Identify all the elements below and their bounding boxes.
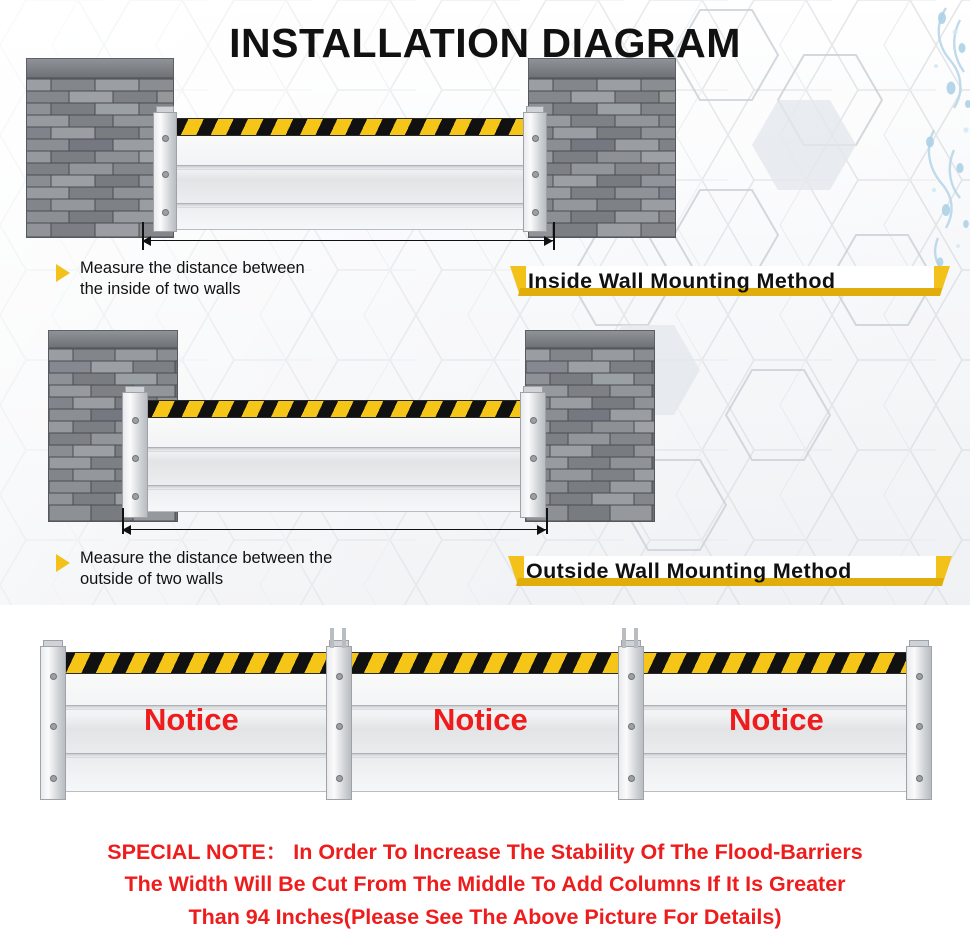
flood-barrier-outside <box>112 378 552 523</box>
special-note <box>0 836 970 933</box>
callout-line-1: Measure the distance between <box>80 259 305 277</box>
barrier-post-end-right <box>906 646 932 800</box>
dimension-arrow-left-2 <box>122 525 131 535</box>
dimension-arrow-right-2 <box>537 525 546 535</box>
notice-label-3: Notice <box>729 702 824 737</box>
hazard-stripe-long <box>60 652 918 674</box>
post-bracket-1b <box>342 628 346 648</box>
hazard-stripe <box>173 118 527 136</box>
special-note-line-1: SPECIAL NOTE： In Order To Increase The Stability Of The Flood-Barriers <box>107 840 863 864</box>
page-title: INSTALLATION DIAGRAM <box>229 20 741 66</box>
banner-label: Inside Wall Mounting Method <box>528 268 836 293</box>
special-note-line-2: The Width Will Be Cut From The Middle To Add Columns If It Is Greater <box>124 872 846 897</box>
dimension-arrow-right-1 <box>544 236 553 246</box>
callout-line-1: Measure the distance between the <box>80 549 333 567</box>
dimension-line-2 <box>122 529 546 530</box>
notice-label-1: Notice <box>144 702 239 737</box>
dimension-arrow-left-1 <box>142 236 151 246</box>
callout-outside-measure <box>56 548 476 590</box>
callout-text <box>80 258 305 300</box>
special-note-line-3: Than 94 Inches(Please See The Above Picture For Details) <box>188 904 782 929</box>
dimension-tick-right-2 <box>546 508 548 534</box>
callout-line-2: outside of two walls <box>80 570 224 589</box>
dimension-line-1 <box>142 240 553 241</box>
barrier-post-left <box>122 392 148 518</box>
flood-barrier-inside <box>145 100 555 235</box>
barrier-post-right <box>523 112 547 232</box>
callout-inside-measure <box>56 258 456 300</box>
barrier-post-middle-1 <box>326 646 352 800</box>
hazard-stripe <box>144 400 524 418</box>
chevron-right-icon <box>56 264 70 282</box>
banner-inside-wall-method <box>510 266 950 296</box>
banner-label: Outside Wall Mounting Method <box>526 558 852 583</box>
barrier-post-right <box>520 392 546 518</box>
post-bracket-2 <box>622 628 626 648</box>
chevron-right-icon <box>56 554 70 572</box>
callout-line-2: the inside of two walls <box>80 280 241 299</box>
barrier-post-middle-2 <box>618 646 644 800</box>
barrier-post-end-left <box>40 646 66 800</box>
callout-text <box>80 548 332 590</box>
dimension-tick-right-1 <box>553 222 555 250</box>
banner-outside-wall-method <box>508 556 952 586</box>
post-bracket-1 <box>330 628 334 648</box>
barrier-post-left <box>153 112 177 232</box>
post-bracket-2b <box>634 628 638 648</box>
notice-label-2: Notice <box>433 702 528 737</box>
